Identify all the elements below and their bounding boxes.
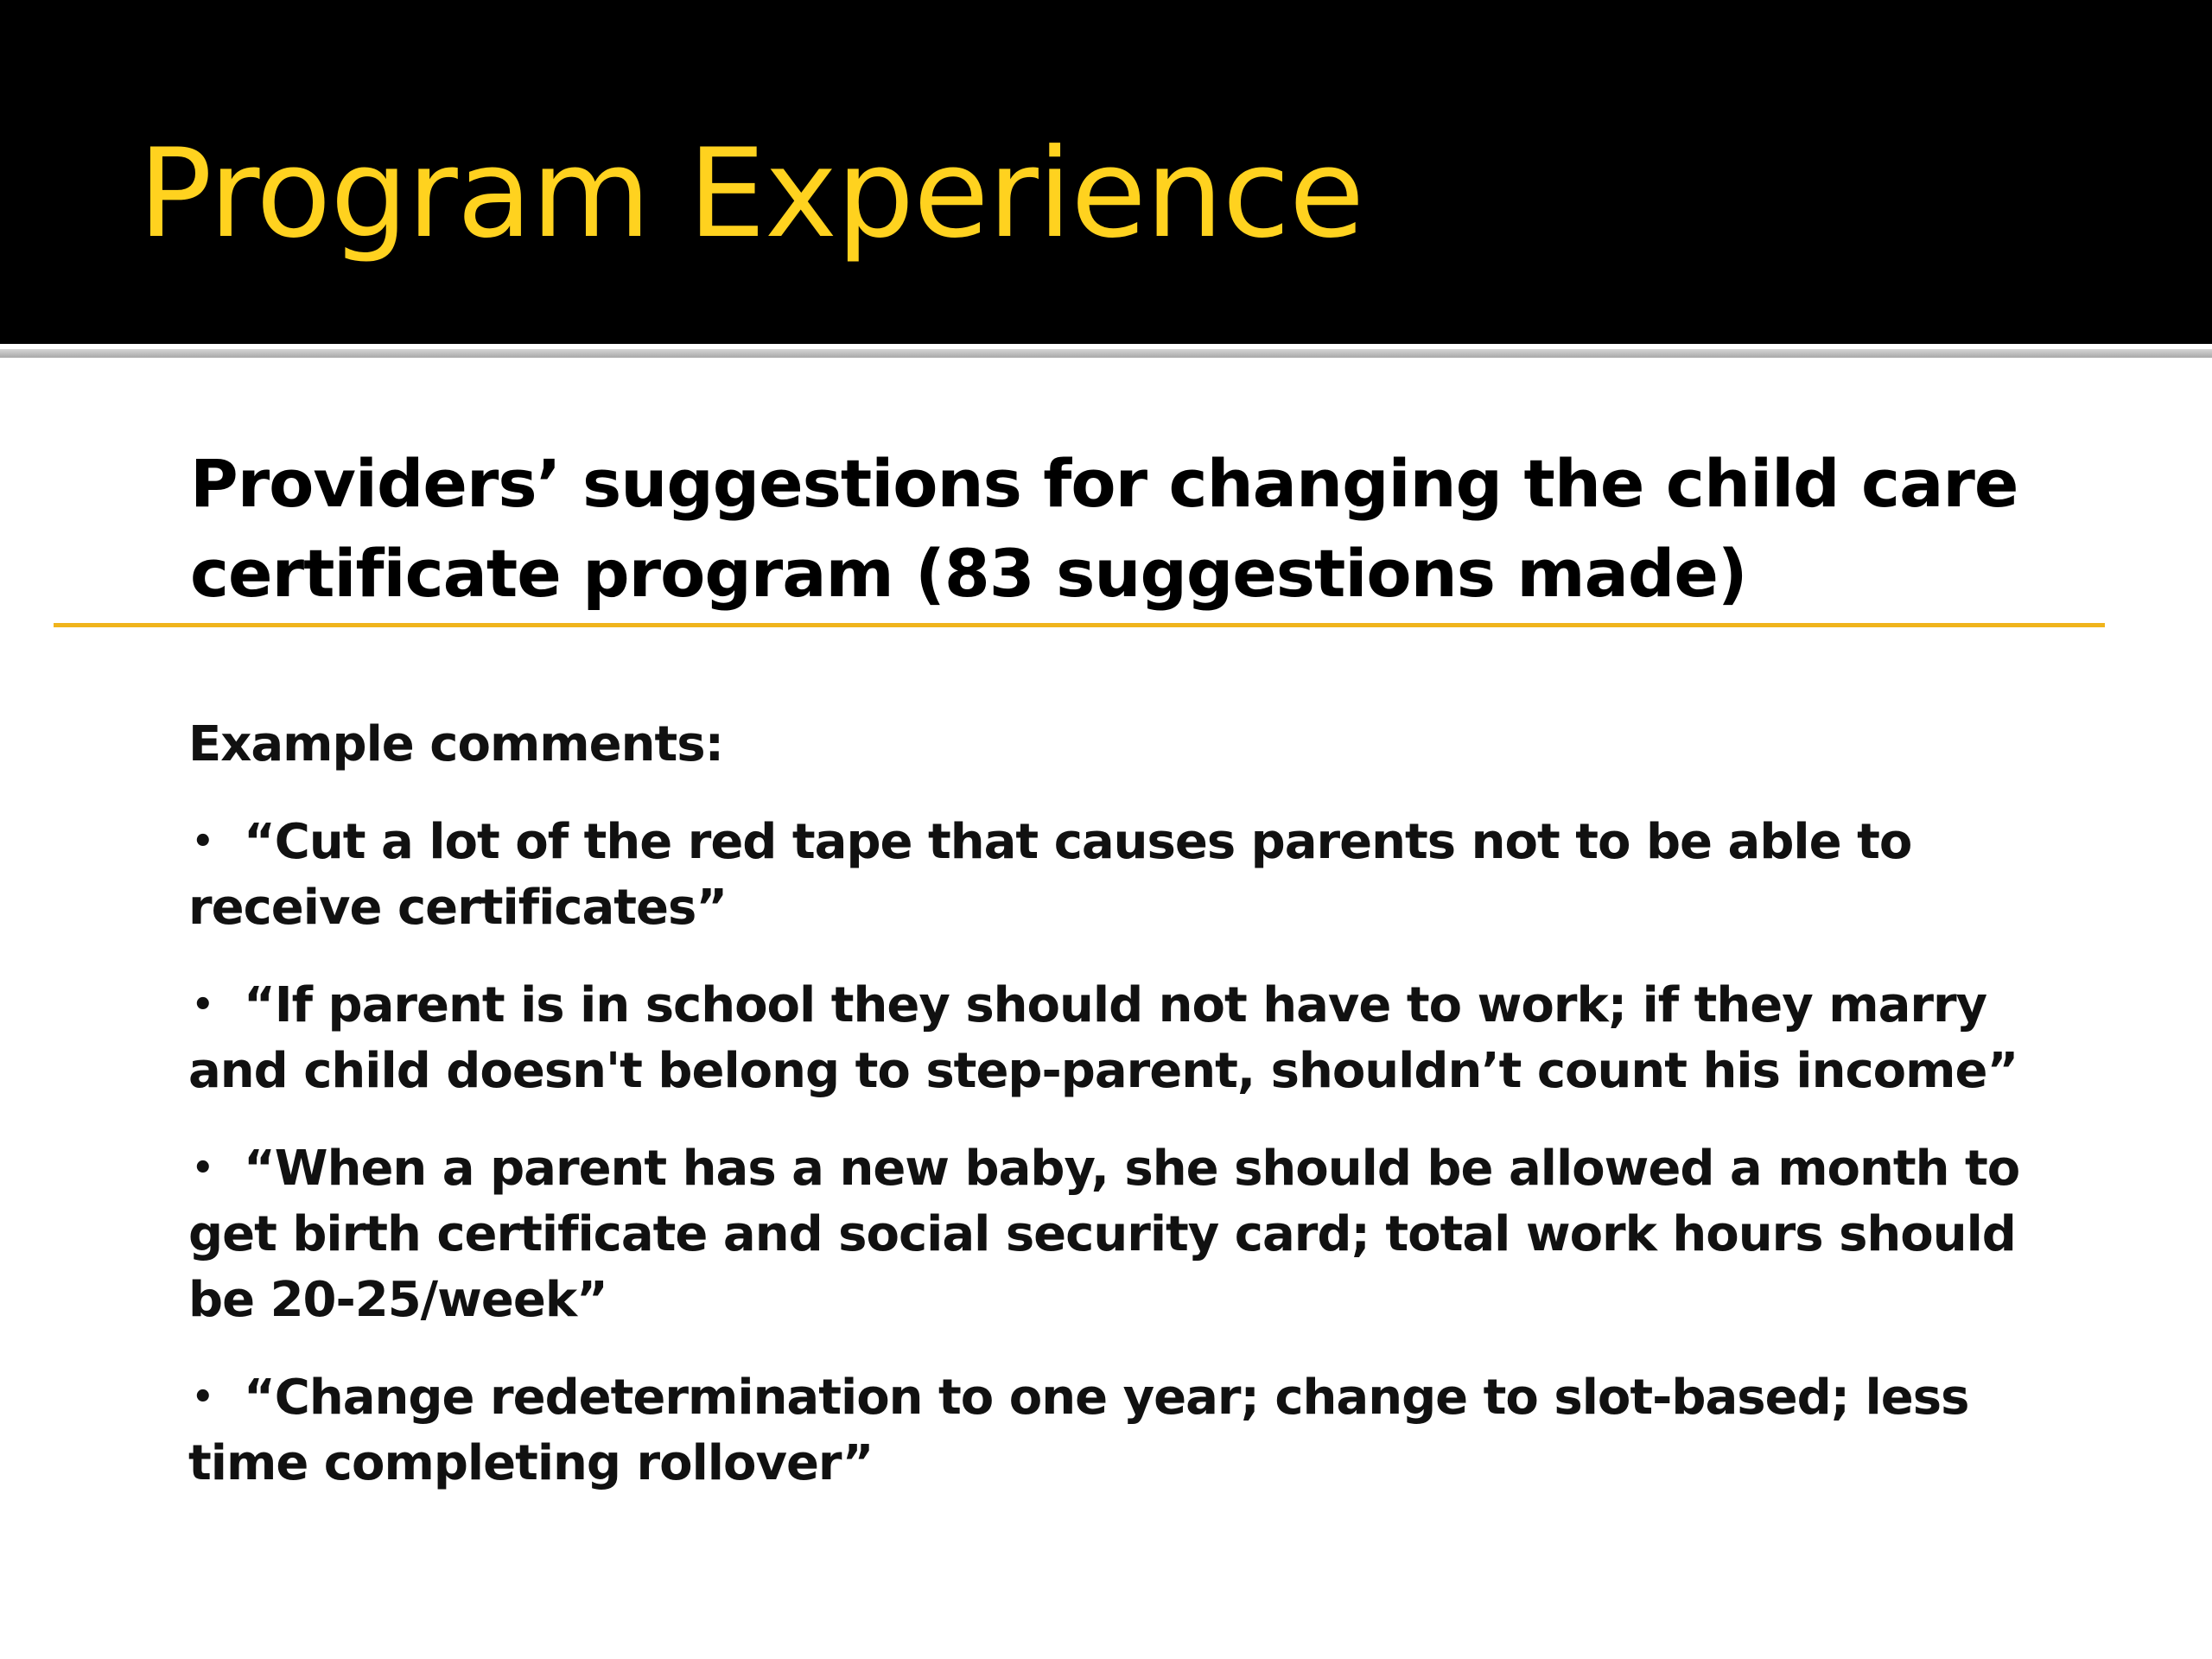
slide-content bbox=[188, 710, 2089, 1528]
comment-item bbox=[188, 1135, 2089, 1333]
bullet-icon: • bbox=[192, 1148, 213, 1188]
slide-subtitle: Providers’ suggestions for changing the child care certificate program (83 suggestions made) bbox=[190, 445, 2018, 612]
comment-list bbox=[188, 809, 2089, 1497]
comment-text: “Cut a lot of the red tape that causes parents not to be able to receive certificates” bbox=[188, 814, 1912, 936]
comment-text: “If parent is in school they should not have to work; if they marry and child doesn't belong to step-parent, shouldn’t count his income” bbox=[188, 977, 2018, 1099]
comment-item bbox=[188, 809, 2089, 941]
title-divider bbox=[0, 349, 2212, 358]
comment-text: “Change redetermination to one year; change to slot-based; less time completing rollover” bbox=[188, 1370, 1969, 1491]
comment-item bbox=[188, 972, 2089, 1104]
bullet-icon: • bbox=[192, 1377, 213, 1417]
comment-text: “When a parent has a new baby, she should be allowed a month to get birth certificate and social security card; total work hours should be 20-25/week” bbox=[188, 1141, 2020, 1328]
bullet-icon: • bbox=[192, 822, 213, 861]
comment-item bbox=[188, 1364, 2089, 1497]
comments-heading: Example comments: bbox=[188, 716, 723, 772]
bullet-icon: • bbox=[192, 985, 213, 1025]
slide-title: Program Experience bbox=[138, 123, 1364, 265]
subtitle-divider bbox=[54, 623, 2105, 627]
